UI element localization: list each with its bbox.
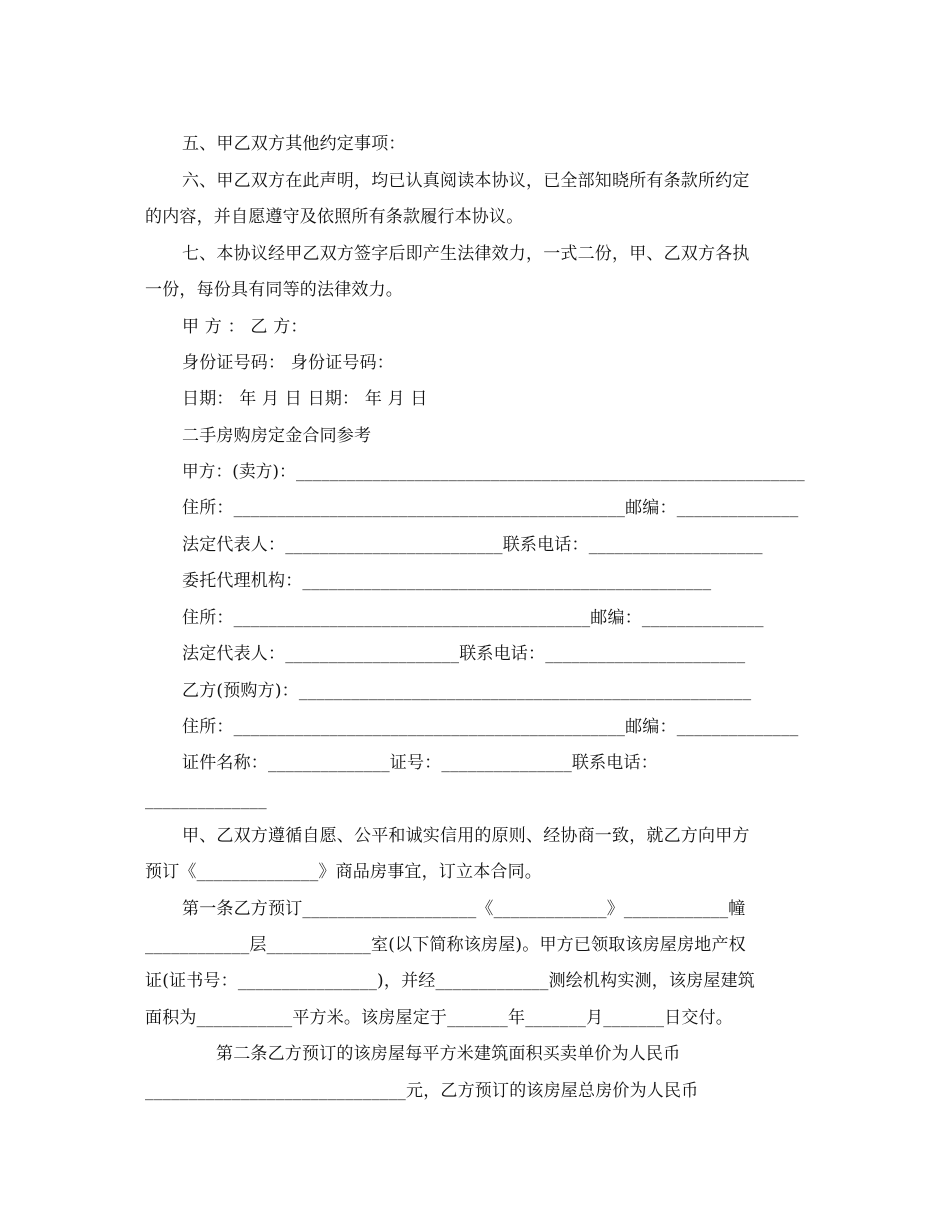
article-2-line-1: 第二条乙方预订的该房屋每平方米建筑面积买卖单价为人民币 <box>216 1044 681 1064</box>
party-a-address: 住所：_____________________________________________邮编：______________ <box>182 498 799 518</box>
party-a-seller: 甲方：(卖方)：____________________________________________________________ <box>182 462 805 482</box>
clause-5: 五、甲乙双方其他约定事项： <box>182 134 406 154</box>
article-1-line-3: 证(证书号：________________)，并经_____________测绘机构实测，该房屋建筑 <box>145 971 755 991</box>
party-b-buyer: 乙方(预购方)：____________________________________________________ <box>182 681 752 701</box>
signature-dates: 日期： 年 月 日 日期： 年 月 日 <box>182 389 428 409</box>
party-b-phone-blank: ______________ <box>145 790 267 810</box>
section-title: 二手房购房定金合同参考 <box>182 426 372 446</box>
party-b-address: 住所：_____________________________________________邮编：______________ <box>182 717 799 737</box>
preamble-line-2: 预订《______________》商品房事宜，订立本合同。 <box>145 862 542 882</box>
agency: 委托代理机构：_______________________________________________ <box>182 571 712 591</box>
preamble-line-1: 甲、乙双方遵循自愿、公平和诚实信用的原则、经协商一致，就乙方向甲方 <box>182 826 750 846</box>
article-2-line-2: ______________________________元，乙方预订的该房屋总房价为人民币 <box>145 1081 699 1101</box>
clause-7-line-2: 一份，每份具有同等的法律效力。 <box>145 280 403 300</box>
party-b-id: 证件名称：______________证号：_______________联系电话： <box>182 753 658 773</box>
article-1-line-1: 第一条乙方预订____________________《_____________》____________幢 <box>182 899 746 919</box>
agency-address: 住所：_________________________________________邮编：______________ <box>182 608 764 628</box>
clause-7-line-1: 七、本协议经甲乙双方签字后即产生法律效力，一式二份，甲、乙双方各执 <box>182 244 750 264</box>
signature-parties: 甲 方 ： 乙 方： <box>182 317 308 337</box>
agency-representative: 法定代表人：____________________联系电话：_______________________ <box>182 644 746 664</box>
signature-id-numbers: 身份证号码： 身份证号码： <box>182 353 395 373</box>
clause-6-line-2: 的内容，并自愿遵守及依照所有条款履行本协议。 <box>145 207 524 227</box>
article-1-line-2: ____________层____________室(以下简称该房屋)。甲方已领取该房屋房地产权 <box>145 935 746 955</box>
clause-6-line-1: 六、甲乙双方在此声明，均已认真阅读本协议，已全部知晓所有条款所约定 <box>182 171 750 191</box>
party-a-representative: 法定代表人：_________________________联系电话：____________________ <box>182 535 763 555</box>
article-1-line-4: 面积为___________平方米。该房屋定于_______年_______月_______日交付。 <box>145 1008 733 1028</box>
